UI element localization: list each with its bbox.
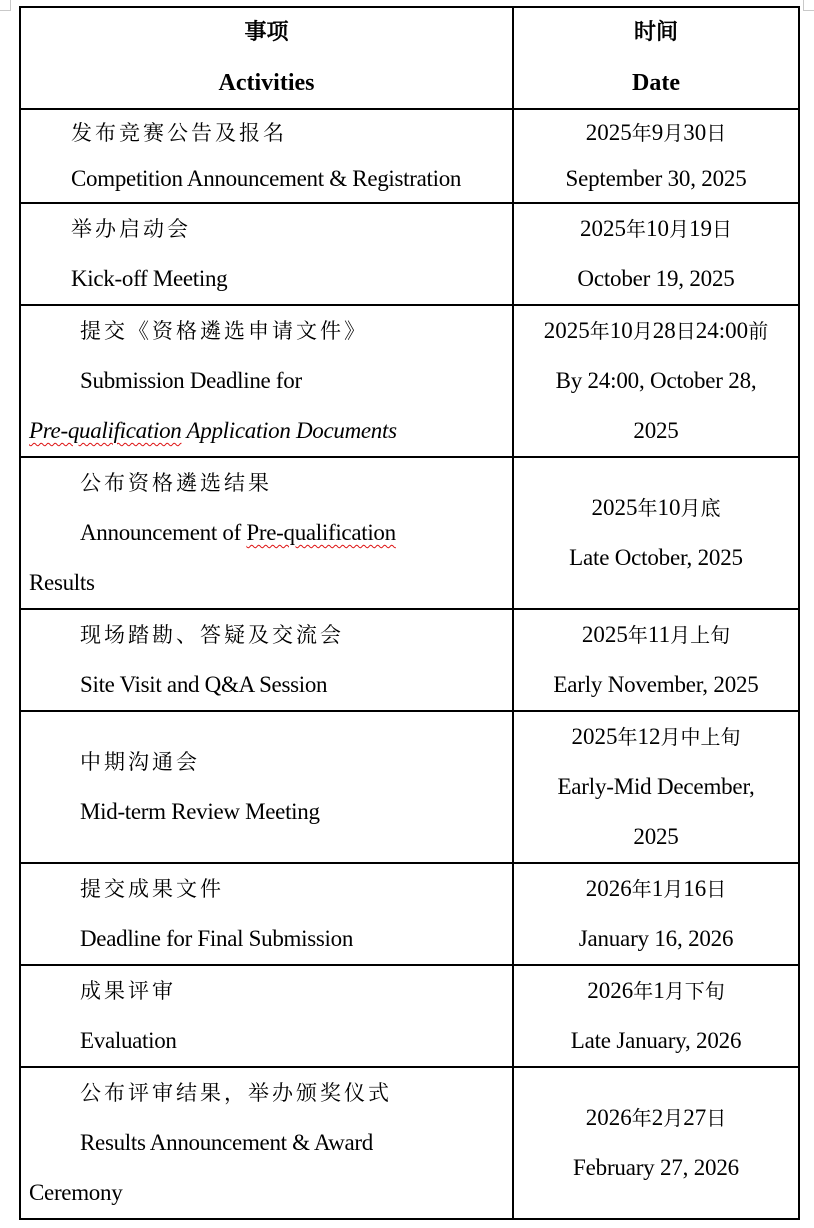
date-cell (513, 109, 799, 203)
date-header-en: Date (632, 70, 680, 96)
date-zh: 2026年1月下旬 (587, 978, 725, 1003)
table-row (20, 1067, 799, 1219)
date-en: October 19, 2025 (577, 266, 735, 291)
activity-zh: 成果评审 (80, 979, 176, 1003)
activity-zh: 现场踏勘、答疑及交流会 (80, 623, 344, 647)
date-en: Late January, 2026 (570, 1028, 742, 1053)
date-en-line-2: 2025 (633, 418, 679, 443)
activity-zh: 公布资格遴选结果 (80, 471, 272, 495)
date-en: January 16, 2026 (578, 926, 734, 951)
activities-header-en: Activities (218, 70, 315, 96)
schedule-table (19, 6, 800, 1220)
activity-zh: 举办启动会 (71, 217, 191, 241)
activity-cell (20, 609, 513, 711)
activity-en: Deadline for Final Submission (80, 926, 354, 951)
activity-cell (20, 109, 513, 203)
table-row (20, 609, 799, 711)
date-cell (513, 863, 799, 965)
date-zh: 2026年2月27日 (585, 1105, 727, 1130)
page-corner-mark-left (0, 0, 11, 11)
activity-en-line-2: Ceremony (29, 1180, 123, 1205)
date-cell (513, 305, 799, 457)
activity-en-line-1: Announcement of Pre-qualification (80, 520, 396, 545)
date-cell (513, 457, 799, 609)
activity-en: Site Visit and Q&A Session (80, 672, 328, 697)
date-header-cell (513, 7, 799, 109)
activity-cell (20, 457, 513, 609)
date-en: February 27, 2026 (573, 1155, 739, 1180)
activity-cell (20, 965, 513, 1067)
table-row (20, 457, 799, 609)
date-zh: 2025年12月中上旬 (571, 724, 741, 749)
activity-cell (20, 1067, 513, 1219)
activity-cell (20, 863, 513, 965)
activity-cell (20, 203, 513, 305)
date-zh: 2025年10月19日 (580, 216, 732, 241)
table-header-row (20, 7, 799, 109)
table-row (20, 965, 799, 1067)
date-zh: 2025年10月28日24:00前 (543, 318, 769, 343)
activity-cell (20, 711, 513, 863)
table-row (20, 109, 799, 203)
activity-en-line-1: Results Announcement & Award (80, 1130, 373, 1155)
date-cell (513, 711, 799, 863)
activity-zh: 提交成果文件 (80, 877, 224, 901)
activity-zh: 中期沟通会 (80, 750, 200, 774)
activity-en: Kick-off Meeting (71, 266, 228, 291)
date-cell (513, 965, 799, 1067)
activity-en-line-1: Submission Deadline for (80, 368, 302, 393)
activity-en: Mid-term Review Meeting (80, 799, 320, 824)
date-cell (513, 203, 799, 305)
date-header-zh: 时间 (633, 20, 678, 45)
date-en: Early November, 2025 (553, 672, 759, 697)
table-row (20, 305, 799, 457)
date-en-line-1: By 24:00, October 28, (555, 368, 757, 393)
activity-zh: 提交《资格遴选申请文件》 (80, 319, 368, 343)
activity-en: Competition Announcement & Registration (71, 166, 462, 191)
date-en-line-2: 2025 (633, 824, 679, 849)
activity-zh: 发布竞赛公告及报名 (71, 121, 287, 145)
activity-en-line-2: Pre-qualification Application Documents (29, 418, 397, 443)
activity-en-line-2: Results (29, 570, 95, 595)
date-zh: 2026年1月16日 (585, 876, 727, 901)
date-zh: 2025年9月30日 (585, 120, 727, 145)
activity-cell (20, 305, 513, 457)
activities-header-zh: 事项 (244, 20, 289, 45)
activity-en: Evaluation (80, 1028, 177, 1053)
date-en-line-1: Early-Mid December, (557, 774, 755, 799)
date-en: September 30, 2025 (565, 166, 747, 191)
activity-zh: 公布评审结果，举办颁奖仪式 (80, 1081, 392, 1105)
table-row (20, 863, 799, 965)
date-en: Late October, 2025 (569, 545, 743, 570)
table-row (20, 711, 799, 863)
table-row (20, 203, 799, 305)
date-cell (513, 609, 799, 711)
date-zh: 2025年11月上旬 (581, 622, 731, 647)
page-corner-mark-right (803, 0, 814, 11)
date-cell (513, 1067, 799, 1219)
date-zh: 2025年10月底 (591, 495, 721, 520)
activities-header-cell (20, 7, 513, 109)
